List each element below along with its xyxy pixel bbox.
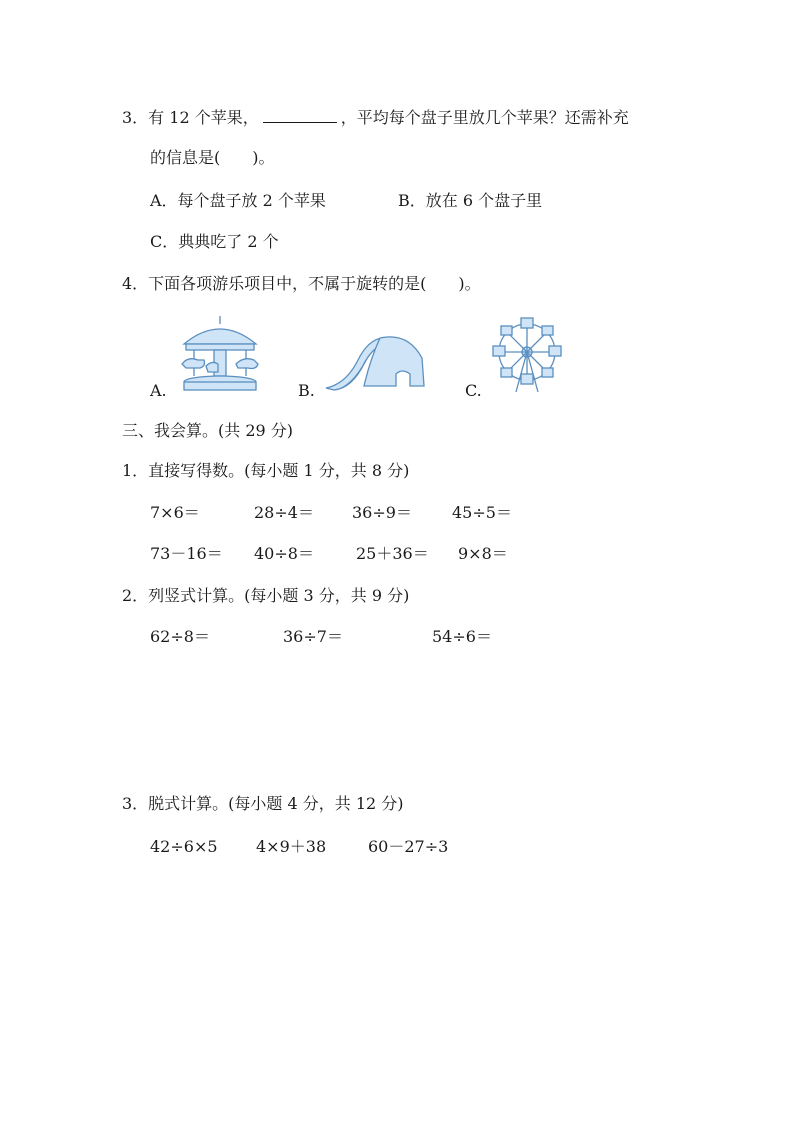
q4-stem: 4．下面各项游乐项目中，不属于旋转的是( )。 (122, 274, 481, 293)
calc3-item-2: 4×9＋38 (256, 837, 327, 856)
q3-stem-part2: ，平均每个盘子里放几个苹果？还需补充 (340, 108, 629, 127)
calc3-title: 3．脱式计算。(每小题 4 分，共 12 分) (122, 794, 404, 813)
calc1-item-8: 9×8＝ (458, 544, 508, 563)
calc2-item-3: 54÷6＝ (432, 627, 492, 646)
calc1-item-4: 45÷5＝ (452, 503, 512, 522)
q3-answer-blank[interactable] (263, 108, 337, 123)
q3-stem-line1 (122, 107, 629, 129)
calc2-item-1: 62÷8＝ (150, 627, 210, 646)
calc1-item-7: 25＋36＝ (356, 544, 429, 563)
ferris-wheel-icon (492, 316, 562, 396)
calc1-item-1: 7×6＝ (150, 503, 200, 522)
calc1-item-5: 73－16＝ (150, 544, 223, 563)
carousel-icon (178, 314, 262, 394)
calc3-item-1: 42÷6×5 (150, 837, 218, 856)
q3-stem-line2: 的信息是( )。 (150, 148, 275, 167)
q3-option-c: C．典典吃了 2 个 (150, 232, 279, 251)
calc1-item-3: 36÷9＝ (352, 503, 412, 522)
calc1-item-2: 28÷4＝ (254, 503, 314, 522)
q4-option-c-label: C. (465, 381, 482, 400)
section3-title: 三、我会算。(共 29 分) (122, 421, 294, 440)
q3-option-b: B．放在 6 个盘子里 (398, 191, 543, 210)
q3-stem-part1: 3．有 12 个苹果， (122, 108, 259, 127)
q4-option-a-label: A. (150, 381, 167, 400)
calc1-title: 1．直接写得数。(每小题 1 分，共 8 分) (122, 461, 410, 480)
calc1-item-6: 40÷8＝ (254, 544, 314, 563)
calc2-item-2: 36÷7＝ (283, 627, 343, 646)
slide-icon (322, 330, 426, 392)
calc3-item-3: 60－27÷3 (368, 837, 449, 856)
calc2-title: 2．列竖式计算。(每小题 3 分，共 9 分) (122, 586, 410, 605)
q3-option-a: A．每个盘子放 2 个苹果 (150, 191, 326, 210)
q4-option-b-label: B. (298, 381, 315, 400)
